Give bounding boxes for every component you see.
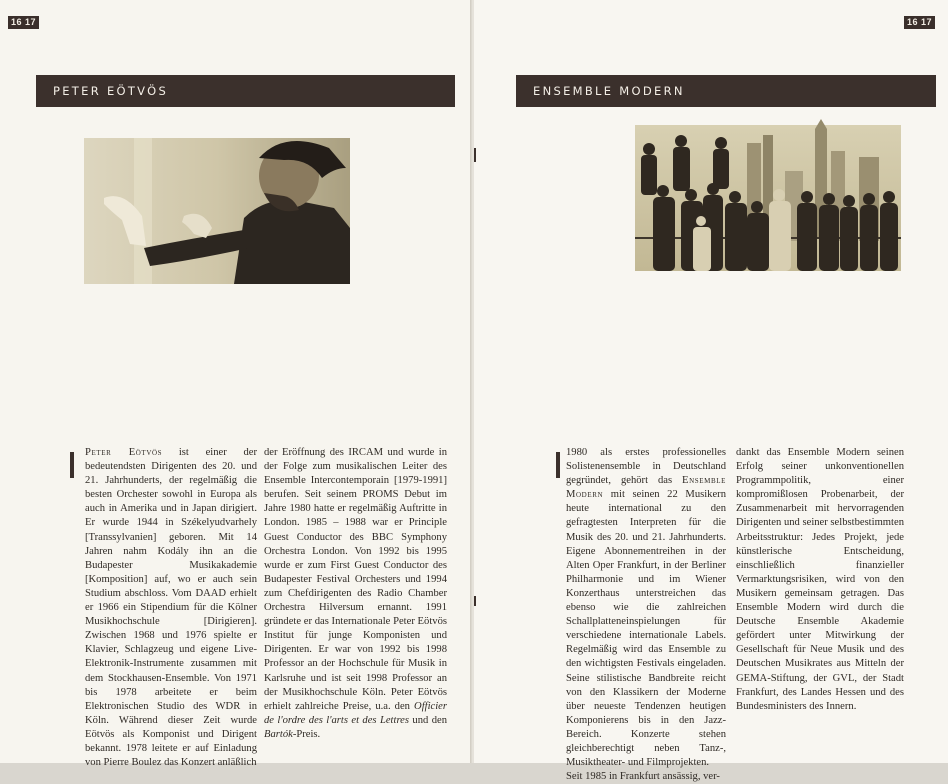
biography-text-2: der Eröffnung des IRCAM und wurde in der Folge zum musikalischen Leiter des Ensemble Intercontemporain [1979-1991] berufen. Seit seinem PROMS Debut im Jahre 1980 hatte er regelmäßig Auftritte in London. 1985 – 1988 war er Principle Guest Conductor des BBC Symphony Orchestra London. Von 1992 bis 1995 wurde er zum First Guest Conductor des Budapester Festival Orchesters und 1994 zum Chefdirigenten des Radio Chamber Orchestra Hilversum ernannt. 1991 gründete er das Internationale Peter Eötvös Institut für junge Komponisten und Dirigenten. Er war von 1992 bis 1998 Professor an der Hochschule für Musik in Karlsruhe und ist seit 1998 Professor an der Musikhochschule Köln. Peter Eötvös erhielt zahlreiche Preise, u.a. den [264,447,447,712]
biography-text-2-end: -Preis. [292,728,321,740]
text-marker-bar-right [556,452,560,478]
ensemble-text-1-cont: mit seinen 22 Musikern heute international zu den gefragtesten Interpreten für die Musik des 20. und 21. Jahrhunderts. Eigene Abonnementreihen in der Alten Oper Frankfurt, in der Berliner Philharmonie und im Wiener Konzerthaus unterstreichen das ebenso wie die zahlreichen Schallplatteneinspielungen für verschiedene internationale Labels. Regelmäßig wird das Ensemble zu den wichtigsten Festivals eingeladen. Seine stilistische Bandbreite reicht von den Klassikern der Moderne über neueste Tendenzen heutigen Komponierens bis in den Jazz-Bereich. Konzerte stehen gleichberechtigt neben Tanz-, Musiktheater- und Filmprojekten. [566,489,726,769]
gutter-mark [474,596,476,606]
ensemble-column-1 [566,446,726,784]
award-name: Officier de l'ordre des l'arts et des Lettres [264,700,447,726]
ensemble-column-2 [736,446,904,714]
biography-column-1 [85,446,257,770]
left-page [0,0,472,769]
right-page [474,0,948,783]
ensemble-photo [635,125,901,271]
biography-text-1: ist einer der bedeutendsten Dirigenten des 20. und 21. Jahrhunderts, der regelmäßig die besten Orchester sowohl in Europa als auch in Amerika und in Japan dirigiert. Er wurde 1944 in Székelyudvarhely [Transsylvanien] geboren. Mit 14 Jahren nahm Kodály ihn an die Budapester Musikakademie [Komposition] auf, wo er auch sein Studium abschloss. Vom DAAD erhielt er 1966 ein Stipendium für die Kölner Musikhochschule [Dirigieren]. Zwischen 1968 und 1976 spielte er Klavier, Schlagzeug und eigene Live-Elektronik-Instrumente zusammen mit dem Stockhausen-Ensemble. Von 1971 bis 1978 arbeitete er beim Elektronischen Studio des WDR in Köln. Während dieser Zeit wurde Eötvös als Komponist und Dirigent bekannt. 1978 leitete er auf Einladung von Pierre Boulez das Konzert anläßlich [85,447,258,769]
bartok-name: Bartók [264,728,293,740]
section-heading-ensemble-modern: ENSEMBLE MODERN [533,84,685,98]
ensemble-text-1-last: Seit 1985 in Frankfurt ansässig, ver- [566,771,720,783]
biography-column-2 [264,446,447,742]
page-number-right: 16 17 [904,16,935,29]
ensemble-name: Ensemble Modern [566,475,726,501]
biography-text-2-middle: und den [409,714,447,726]
gutter-mark [474,148,476,162]
conductor-photo [84,138,350,284]
heading-band-left [36,75,455,107]
text-marker-bar-left [70,452,74,478]
ensemble-text-1: 1980 als erstes professionelles Solistenensemble in Deutschland gegründet, gehört das [566,447,726,487]
lead-name: Peter Eötvös [85,447,163,458]
ensemble-text-2: dankt das Ensemble Modern seinen Erfolg seiner unkonventionellen Programmpolitik, einer kompromißlosen Probenarbeit, der Zusammenarbeit mit hervorragenden Dirigenten und seiner selbstbestimmten Arbeitsstruktur: Jedes Projekt, jede künstlerische Entscheidung, einschließlich finanzieller Vermarktungsrisiken, wird von den Musikern gemeinsam getragen. Das Ensemble Modern wird durch die Deutsche Ensemble Akademie gefördert unter Mitwirkung der Gesellschaft für Neue Musik und des Deutschen Musikrates aus Mitteln der GEMA-Stiftung, der GVL, der Stadt Frankfurt, des Landes Hessen und des Bundesministers des Innern. [736,447,904,712]
heading-band-right [516,75,936,107]
page-number-left: 16 17 [8,16,39,29]
section-heading-peter-eotvos: PETER EÖTVÖS [53,84,169,98]
